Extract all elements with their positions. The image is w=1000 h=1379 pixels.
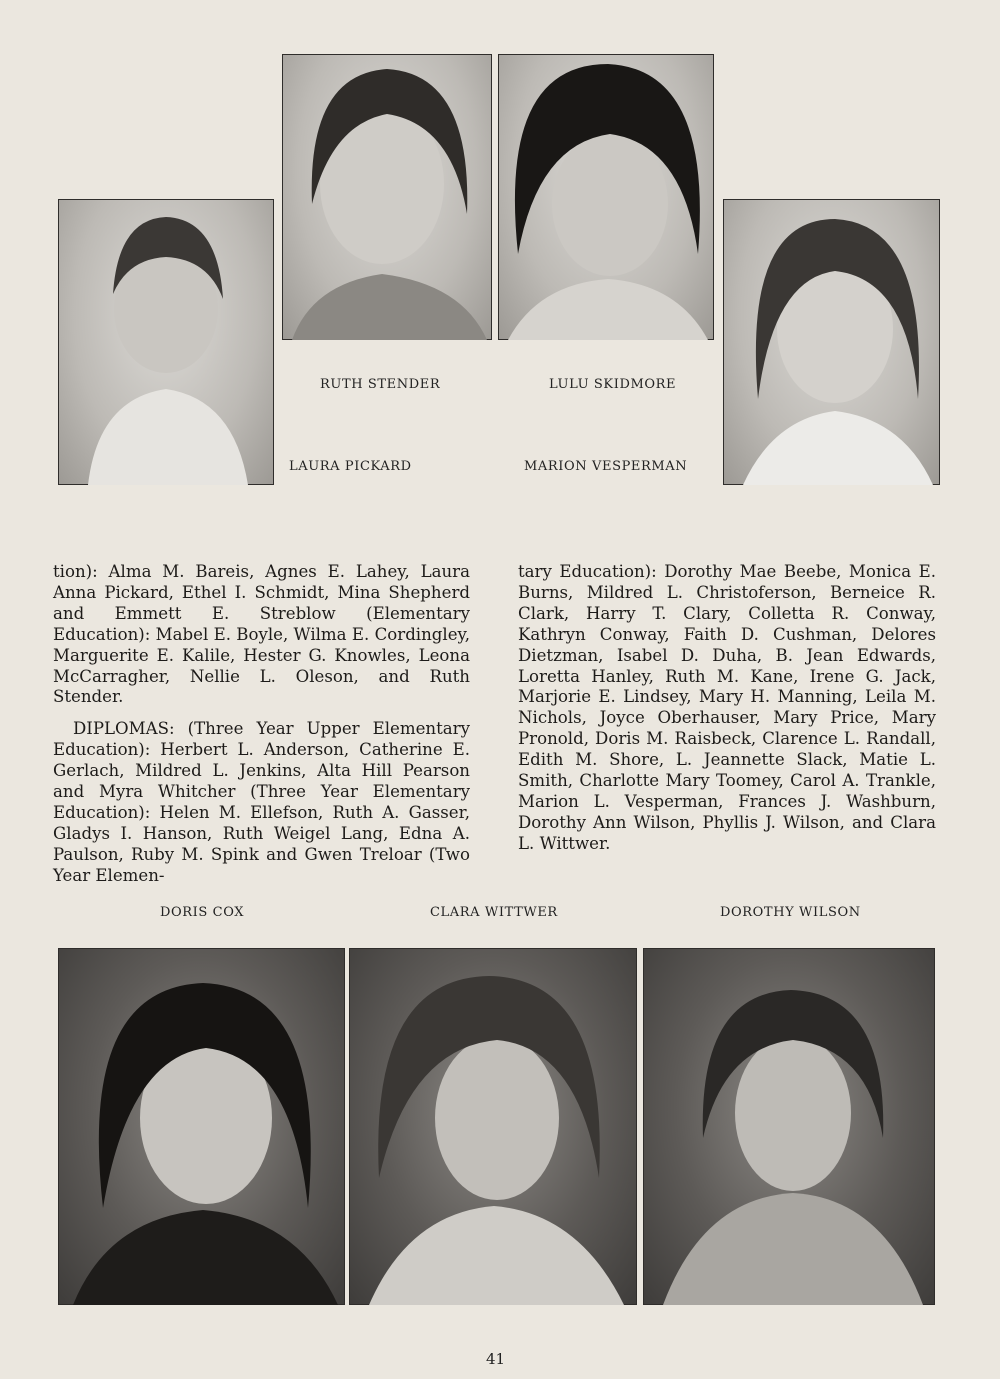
text-column-left xyxy=(53,562,470,887)
caption-laura-pickard: LAURA PICKARD xyxy=(289,459,412,474)
portrait-ruth-stender xyxy=(282,54,492,340)
caption-lulu-skidmore: LULU SKIDMORE xyxy=(549,377,677,392)
caption-doris-cox: DORIS COX xyxy=(160,905,245,920)
portrait-laura-pickard xyxy=(58,199,274,485)
left-paragraph-1: tion): Alma M. Bareis, Agnes E. Lahey, Laura Anna Pickard, Ethel I. Schmidt, Mina Shepherd and Emmett E. Streblow (Elementary Education): Mabel E. Boyle, Wilma E. Cordingley, Marguerite E. Kalile, Hester G. Knowles, Leona McCarragher, Nellie L. Oleson, and Ruth Stender. xyxy=(53,562,470,707)
portrait-clara-wittwer xyxy=(349,948,637,1305)
left-paragraph-2: DIPLOMAS: (Three Year Upper Elementary Education): Herbert L. Anderson, Catherine E. Gerlach, Mildred L. Jenkins, Alta Hill Pearson and Myra Whitcher (Three Year Elementary Education): Helen M. Ellefson, Ruth A. Gasser, Gladys I. Hanson, Ruth Weigel Lang, Edna A. Paulson, Ruby M. Spink and Gwen Treloar (Two Year Elemen- xyxy=(53,719,470,885)
portrait-dorothy-wilson xyxy=(643,948,935,1305)
caption-marion-vesperman: MARION VESPERMAN xyxy=(524,459,688,474)
portrait-lulu-skidmore xyxy=(498,54,714,340)
right-paragraph-1: tary Education): Dorothy Mae Beebe, Monica E. Burns, Mildred L. Christoferson, Berneice R. Clark, Harry T. Clary, Colletta R. Conway, Kathryn Conway, Faith D. Cushman, Delores Dietzman, Isabel D. Duha, B. Jean Edwards, Loretta Hanley, Ruth M. Kane, Irene G. Jack, Marjorie E. Lindsey, Mary H. Manning, Leila M. Nichols, Joyce Oberhauser, Mary Price, Mary Pronold, Doris M. Raisbeck, Clarence L. Randall, Edith M. Shore, L. Jeannette Slack, Matie L. Smith, Charlotte Mary Toomey, Carol A. Trankle, Marion L. Vesperman, Frances J. Washburn, Dorothy Ann Wilson, Phyllis J. Wilson, and Clara L. Wittwer. xyxy=(518,562,936,853)
caption-clara-wittwer: CLARA WITTWER xyxy=(430,905,558,920)
caption-dorothy-wilson: DOROTHY WILSON xyxy=(720,905,861,920)
caption-ruth-stender: RUTH STENDER xyxy=(320,377,441,392)
text-column-right xyxy=(518,562,936,855)
portrait-doris-cox xyxy=(58,948,345,1305)
page-number: 41 xyxy=(486,1350,506,1368)
portrait-marion-vesperman xyxy=(723,199,940,485)
